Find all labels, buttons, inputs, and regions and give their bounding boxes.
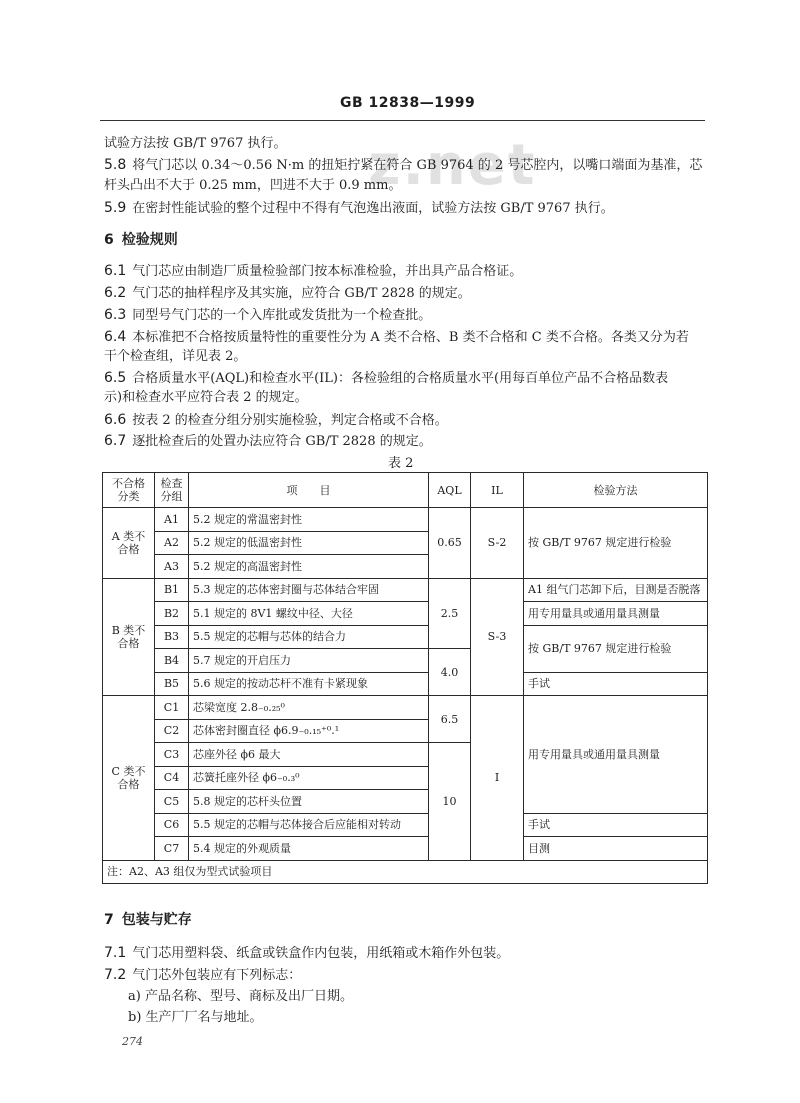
- header-category: 不合格分类: [103, 473, 155, 508]
- section-6-heading: [104, 232, 178, 249]
- item-cell: 5.1 规定的 8V1 螺纹中径、大径: [189, 602, 429, 626]
- watermark: z.net: [368, 133, 537, 198]
- clause-number: 7.2: [104, 967, 127, 983]
- clause-5-8: [104, 157, 702, 174]
- il-cell: S-3: [471, 578, 524, 696]
- list-item-a: a) 产品名称、型号、商标及出厂日期。: [128, 989, 353, 1004]
- table-row: [103, 837, 708, 861]
- section-number: 7: [104, 912, 114, 928]
- item-cell: 5.6 规定的按动芯杆不准有卡紧现象: [189, 672, 429, 696]
- item-cell: 5.2 规定的高温密封性: [189, 555, 429, 579]
- clause-text: 本标准把不合格按质量特性的重要性分为 A 类不合格、B 类不合格和 C 类不合格。各类又分为若: [132, 330, 689, 345]
- list-item-b: b) 生产厂厂名与地址。: [128, 1010, 263, 1025]
- clause-7-1: [104, 945, 509, 962]
- group-cell: C7: [155, 837, 189, 861]
- item-cell: 5.2 规定的常温密封性: [189, 508, 429, 532]
- aql-cell: 6.5: [429, 696, 471, 743]
- category-b: B 类不合格: [103, 578, 155, 696]
- item-cell: 5.3 规定的芯体密封圈与芯体结合牢固: [189, 578, 429, 602]
- line-text: 干个检查组，详见表 2。: [104, 349, 247, 364]
- method-cell: 手试: [524, 813, 708, 837]
- clause-number: 6.5: [104, 370, 127, 386]
- item-cell: 5.4 规定的外观质量: [189, 837, 429, 861]
- group-cell: B1: [155, 578, 189, 602]
- table-row: [103, 672, 708, 696]
- inspection-table: [102, 472, 708, 884]
- table-note: 注：A2、A3 组仅为型式试验项目: [103, 860, 708, 883]
- il-cell: I: [471, 696, 524, 861]
- clause-text: 同型号气门芯的一个入库批或发货批为一个检查批。: [132, 308, 432, 323]
- clause-6-1: [104, 263, 522, 280]
- header-il: IL: [471, 473, 524, 508]
- group-cell: C2: [155, 719, 189, 743]
- section-title: 包装与贮存: [121, 912, 192, 928]
- group-cell: B2: [155, 602, 189, 626]
- clause-number: 6.7: [104, 433, 127, 449]
- line-text: 杆头凸出不大于 0.25 mm，凹进不大于 0.9 mm。: [104, 178, 402, 193]
- method-cell: 用专用量具或通用量具测量: [524, 602, 708, 626]
- item-cell: 5.5 规定的芯帽与芯体的结合力: [189, 625, 429, 649]
- section-title: 检验规则: [121, 232, 178, 248]
- line-text: 示)和检查水平应符合表 2 的规定。: [104, 390, 308, 405]
- clause-6-3: [104, 307, 431, 324]
- header-group: 检查分组: [155, 473, 189, 508]
- item-cell: 5.8 规定的芯杆头位置: [189, 790, 429, 814]
- table-row: [103, 578, 708, 602]
- body-line: [104, 349, 246, 365]
- clause-text: 气门芯用塑料袋、纸盒或铁盒作内包装，用纸箱或木箱作外包装。: [132, 946, 510, 961]
- body-line: [104, 136, 286, 152]
- clause-text: 逐批检查后的处置办法应符合 GB/T 2828 的规定。: [132, 434, 432, 449]
- method-cell: 手试: [524, 672, 708, 696]
- group-cell: C6: [155, 813, 189, 837]
- clause-7-2: [104, 967, 301, 984]
- item-cell: 芯簧托座外径 ϕ6₋₀.₃⁰: [189, 766, 429, 790]
- table-row: [103, 602, 708, 626]
- method-cell: 用专用量具或通用量具测量: [524, 696, 708, 814]
- table-row: [103, 508, 708, 532]
- clause-text: 气门芯应由制造厂质量检验部门按本标准检验，并出具产品合格证。: [132, 264, 523, 279]
- table-caption: 表 2: [388, 456, 414, 471]
- clause-number: 5.8: [104, 157, 127, 173]
- clause-6-6: [104, 412, 448, 429]
- item-cell: 5.2 规定的低温密封性: [189, 531, 429, 555]
- group-cell: C3: [155, 743, 189, 767]
- table-row: [103, 813, 708, 837]
- item-cell: 芯座外径 ϕ6 最大: [189, 743, 429, 767]
- aql-cell: 4.0: [429, 649, 471, 696]
- group-cell: B3: [155, 625, 189, 649]
- table-note-row: [103, 860, 708, 883]
- clause-6-4: [104, 329, 689, 346]
- clause-5-9: [104, 200, 614, 217]
- header-aql: AQL: [429, 473, 471, 508]
- method-cell: 按 GB/T 9767 规定进行检验: [524, 508, 708, 579]
- aql-cell: 0.65: [429, 508, 471, 579]
- aql-cell: 2.5: [429, 578, 471, 649]
- line-text: 试验方法按 GB/T 9767 执行。: [104, 136, 287, 151]
- clause-text: 气门芯外包装应有下列标志：: [132, 968, 302, 983]
- clause-text: 在密封性能试验的整个过程中不得有气泡逸出液面，试验方法按 GB/T 9767 执行。: [132, 201, 614, 216]
- group-cell: C5: [155, 790, 189, 814]
- clause-number: 6.1: [104, 263, 127, 279]
- group-cell: B4: [155, 649, 189, 673]
- clause-text: 气门芯的抽样程序及其实施，应符合 GB/T 2828 的规定。: [132, 286, 471, 301]
- group-cell: C1: [155, 696, 189, 720]
- clause-number: 7.1: [104, 945, 127, 961]
- table-header-row: [103, 473, 708, 508]
- category-a: A 类不合格: [103, 508, 155, 579]
- item-cell: 芯体密封圈直径 ϕ6.9₋₀.₁₅⁺⁰.¹: [189, 719, 429, 743]
- method-cell: A1 组气门芯卸下后，目测是否脱落: [524, 578, 708, 602]
- header-rule: [100, 120, 705, 121]
- clause-6-2: [104, 285, 471, 302]
- body-line: [104, 178, 401, 194]
- table-row: [103, 625, 708, 649]
- page-header: GB 12838—1999: [340, 95, 476, 111]
- clause-text: 将气门芯以 0.34～0.56 N·m 的扭矩拧紧在符合 GB 9764 的 2 号芯腔内，以嘴口端面为基准，芯: [132, 158, 703, 173]
- method-cell: 按 GB/T 9767 规定进行检验: [524, 625, 708, 672]
- group-cell: A2: [155, 531, 189, 555]
- clause-number: 6.2: [104, 285, 127, 301]
- section-7-heading: [104, 912, 192, 929]
- clause-text: 合格质量水平(AQL)和检查水平(IL)：各检验组的合格质量水平(用每百单位产品不合格品数表: [132, 371, 669, 386]
- group-cell: A1: [155, 508, 189, 532]
- item-cell: 5.7 规定的开启压力: [189, 649, 429, 673]
- method-cell: 目测: [524, 837, 708, 861]
- clause-6-5: [104, 370, 668, 387]
- table-row: [103, 696, 708, 720]
- category-c: C 类不合格: [103, 696, 155, 861]
- clause-number: 5.9: [104, 200, 127, 216]
- section-number: 6: [104, 232, 114, 248]
- aql-cell: 10: [429, 743, 471, 861]
- clause-number: 6.6: [104, 412, 127, 428]
- page-number: 274: [122, 1035, 143, 1048]
- group-cell: A3: [155, 555, 189, 579]
- group-cell: B5: [155, 672, 189, 696]
- clause-number: 6.3: [104, 307, 127, 323]
- header-item: 项 目: [189, 473, 429, 508]
- item-cell: 5.5 规定的芯帽与芯体接合后应能相对转动: [189, 813, 429, 837]
- body-line: [104, 390, 308, 406]
- clause-6-7: [104, 433, 432, 450]
- header-method: 检验方法: [524, 473, 708, 508]
- item-cell: 芯梁宽度 2.8₋₀.₂₅⁰: [189, 696, 429, 720]
- il-cell: S-2: [471, 508, 524, 579]
- clause-text: 按表 2 的检查分组分别实施检验，判定合格或不合格。: [132, 413, 448, 428]
- clause-number: 6.4: [104, 329, 127, 345]
- group-cell: C4: [155, 766, 189, 790]
